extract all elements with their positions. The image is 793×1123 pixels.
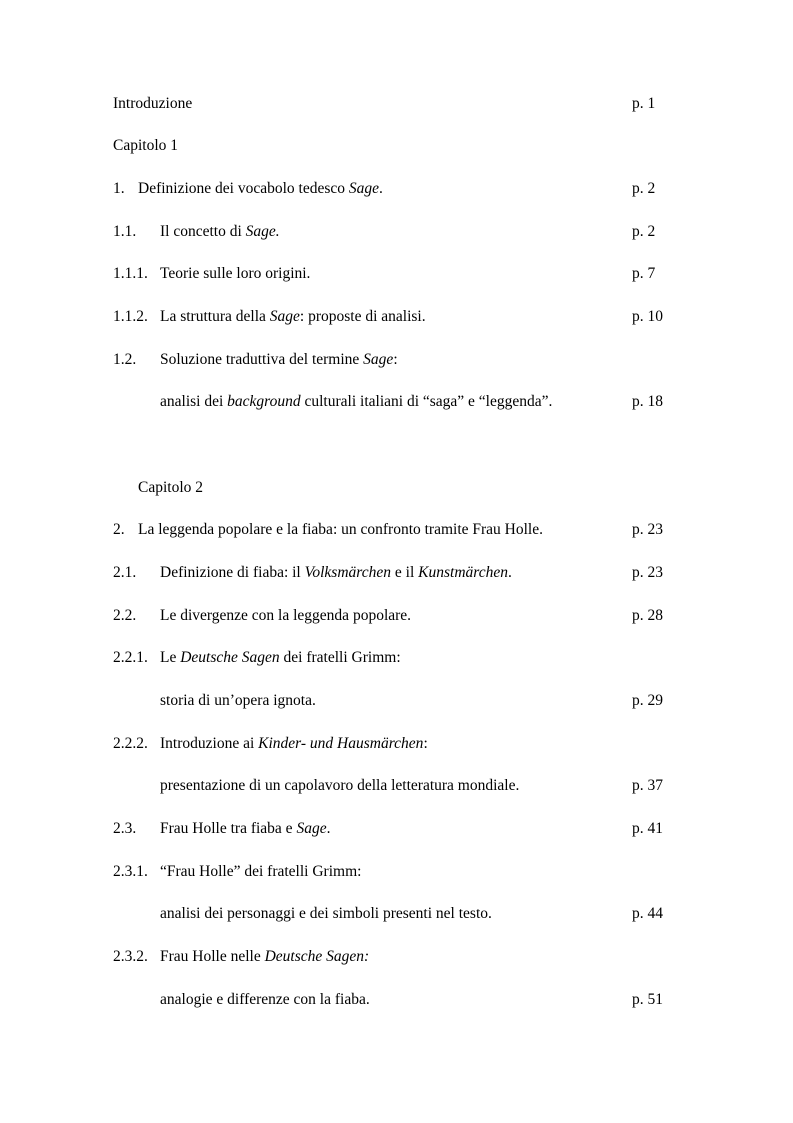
entry-number: 2.2. — [113, 607, 137, 624]
title-text: : — [423, 735, 428, 752]
title-italic: Deutsche Sagen — [180, 649, 280, 666]
entry-title — [160, 648, 401, 668]
page-number: p. 51 — [632, 991, 663, 1008]
entry-title: analogie e differenze con la fiaba. — [160, 991, 370, 1008]
entry-number: 2.3.2. — [113, 948, 148, 965]
page-number: p. 41 — [632, 820, 663, 837]
entry-title — [160, 563, 512, 583]
chapter-heading-2 — [0, 478, 793, 498]
entry-title — [160, 734, 428, 754]
entry-number: 1.2. — [113, 351, 137, 368]
toc-entry-1-1 — [0, 222, 793, 242]
entry-title: La leggenda popolare e la fiaba: un confronto tramite Frau Holle. — [138, 521, 543, 538]
title-text: culturali italiani di “saga” e “leggenda”. — [300, 393, 553, 410]
toc-entry-1-1-2 — [0, 307, 793, 327]
toc-entry-2-3-1-continued — [0, 904, 793, 924]
entry-title: Teorie sulle loro origini. — [160, 265, 311, 282]
entry-title: presentazione di un capolavoro della letteratura mondiale. — [160, 777, 520, 794]
chapter-label: Capitolo 2 — [138, 479, 204, 496]
title-italic: Sage. — [245, 223, 280, 240]
title-text: . — [507, 564, 512, 581]
toc-entry-2-3 — [0, 819, 793, 839]
toc-entry-2-2 — [0, 606, 793, 626]
title-text: Definizione dei vocabolo tedesco — [138, 180, 349, 197]
title-italic: Kunstmärchen — [418, 564, 508, 581]
entry-title — [160, 350, 398, 370]
entry-number: 2.2.1. — [113, 649, 148, 666]
entry-title: Le divergenze con la leggenda popolare. — [160, 607, 412, 624]
entry-title — [138, 179, 383, 199]
entry-title — [160, 947, 369, 967]
entry-title: “Frau Holle” dei fratelli Grimm: — [160, 863, 362, 880]
page-number: p. 18 — [632, 393, 663, 410]
entry-title: Introduzione — [113, 95, 193, 112]
entry-title — [160, 307, 426, 327]
title-text: La struttura della — [160, 308, 270, 325]
page-number: p. 2 — [632, 180, 656, 197]
title-text: analisi dei — [160, 393, 228, 410]
toc-entry-1-1-1 — [0, 264, 793, 284]
title-text: Le — [160, 649, 181, 666]
title-italic: Deutsche Sagen: — [264, 948, 370, 965]
toc-entry-1-2 — [0, 350, 793, 370]
toc-entry-2-2-1-continued — [0, 691, 793, 711]
title-text: : — [393, 351, 398, 368]
title-italic: Sage — [296, 820, 327, 837]
page-number: p. 44 — [632, 905, 663, 922]
title-italic: Sage — [348, 180, 380, 197]
toc-entry-2 — [0, 520, 793, 540]
entry-number: 2. — [113, 521, 125, 538]
title-italic: Volksmärchen — [304, 564, 392, 581]
toc-entry-1 — [0, 179, 793, 199]
toc-entry-2-2-2 — [0, 734, 793, 754]
toc-entry-2-2-1 — [0, 648, 793, 668]
title-text: Definizione di fiaba: il — [160, 564, 305, 581]
title-text: . — [379, 180, 383, 197]
title-text: . — [326, 820, 331, 837]
title-text: : proposte di analisi. — [299, 308, 426, 325]
page-number: p. 23 — [632, 521, 663, 538]
title-text: Frau Holle nelle — [160, 948, 265, 965]
page-number: p. 1 — [632, 95, 656, 112]
entry-title: storia di un’opera ignota. — [160, 692, 316, 709]
title-text: dei fratelli Grimm: — [279, 649, 401, 666]
entry-number: 2.3. — [113, 820, 137, 837]
page-number: p. 29 — [632, 692, 663, 709]
chapter-heading-1 — [0, 136, 793, 156]
toc-entry-2-3-2-continued — [0, 990, 793, 1010]
entry-number: 1.1.1. — [113, 265, 148, 282]
page-number: p. 23 — [632, 564, 663, 581]
entry-number: 2.3.1. — [113, 863, 148, 880]
page-number: p. 37 — [632, 777, 663, 794]
entry-title — [160, 222, 280, 242]
entry-number: 1. — [113, 180, 125, 197]
title-text: Introduzione ai — [160, 735, 259, 752]
entry-number: 2.2.2. — [113, 735, 148, 752]
page-number: p. 7 — [632, 265, 656, 282]
title-italic: background — [227, 393, 301, 410]
toc-entry-introduzione — [0, 94, 793, 114]
page-number: p. 28 — [632, 607, 663, 624]
title-text: Il concetto di — [160, 223, 246, 240]
toc-entry-2-2-2-continued — [0, 776, 793, 796]
title-text: e il — [391, 564, 419, 581]
entry-title — [160, 819, 330, 839]
title-italic: Sage — [269, 308, 300, 325]
entry-number: 1.1. — [113, 223, 137, 240]
entry-title — [160, 392, 552, 412]
page-number: p. 10 — [632, 308, 663, 325]
toc-entry-2-1 — [0, 563, 793, 583]
toc-entry-1-2-continued — [0, 392, 793, 412]
page-number: p. 2 — [632, 223, 656, 240]
entry-title: analisi dei personaggi e dei simboli presenti nel testo. — [160, 905, 492, 922]
chapter-label: Capitolo 1 — [113, 137, 179, 154]
toc-entry-2-3-1 — [0, 862, 793, 882]
title-italic: Kinder- und Hausmärchen — [258, 735, 424, 752]
title-text: Frau Holle tra fiaba e — [160, 820, 297, 837]
entry-number: 1.1.2. — [113, 308, 148, 325]
title-italic: Sage — [363, 351, 394, 368]
toc-entry-2-3-2 — [0, 947, 793, 967]
title-text: Soluzione traduttiva del termine — [160, 351, 364, 368]
entry-number: 2.1. — [113, 564, 137, 581]
